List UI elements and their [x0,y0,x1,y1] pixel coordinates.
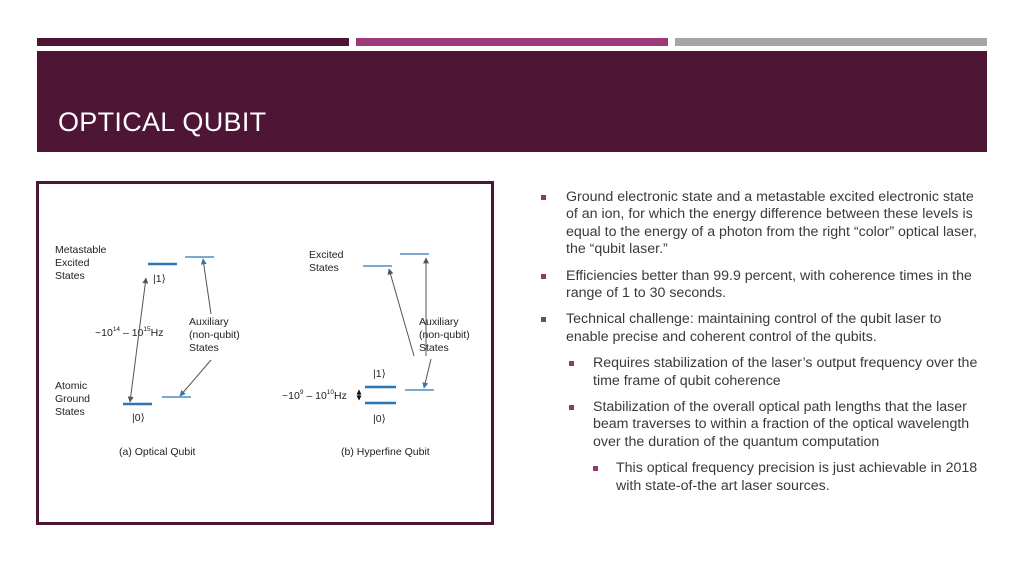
bullet-text: Technical challenge: maintaining control of the qubit laser to enable precise and coherent control of the qubits. [566,311,942,345]
sub-bullet-item [540,399,980,451]
bullet-item [540,311,980,346]
label-atomic-line2: Ground [55,393,91,405]
bullet-text: Stabilization of the overall optical path lengths that the laser beam traverses to within a fraction of the optical wavelength over the duration of the quantum computation [593,399,970,450]
label-atomic-line3: States [55,406,85,418]
bullet-text: This optical frequency precision is just achievable in 2018 with state-of-the art laser sources. [616,460,978,494]
optical-qubit-diagram [55,244,240,458]
sub-bullet-item [540,355,980,390]
top-accent-bar-gray [675,38,987,46]
top-accent-bar-magenta [356,38,668,46]
hyperfine-label-aux-line3: States [419,342,449,354]
bullet-marker-icon [541,274,546,279]
bullet-item [540,268,980,303]
label-metastable-line3: States [55,270,85,282]
optical-frequency-label: $\sim 10^{14} - 10^{15}Hz$ [95,326,164,339]
label-aux-line1: Auxiliary [189,316,229,328]
sub-sub-bullet-item [540,460,980,495]
slide-title: OPTICAL QUBIT [58,107,267,137]
excite-arrow-1 [389,269,414,356]
hyperfine-ket1-label: |1⟩ [373,368,386,380]
ket1-label: |1⟩ [153,273,166,285]
bullet-marker-icon [541,195,546,200]
aux-decay-arrow-up [203,259,211,314]
title-banner [37,51,987,152]
bullet-marker-icon [541,317,546,322]
label-aux-line3: States [189,342,219,354]
bullet-marker-icon [569,361,574,366]
hyperfine-label-aux-line2: (non-qubit) [419,329,470,341]
bullet-marker-icon [593,466,598,471]
hyperfine-caption: (b) Hyperfine Qubit [341,446,430,458]
hyperfine-label-aux-line1: Auxiliary [419,316,459,328]
bullet-text: Requires stabilization of the laser’s output frequency over the time frame of qubit coherence [593,355,978,389]
hyperfine-ket0-label: |0⟩ [373,413,386,425]
aux-decay-arrow-down [180,360,211,396]
label-aux-line2: (non-qubit) [189,329,240,341]
label-excited-line1: Excited [309,249,344,261]
bullet-text: Ground electronic state and a metastable excited electronic state of an ion, for which the energy difference between these levels is equal to the energy of a photon from the right “color” optical laser, the “qubit laser.” [566,189,977,258]
hyperfine-decay-arrow [424,359,431,388]
optical-transition-arrow [130,278,146,402]
label-atomic-line1: Atomic [55,380,88,392]
hyperfine-qubit-diagram [282,249,470,458]
bullet-item [540,189,980,259]
bullet-list [540,189,980,504]
qubit-diagram-figure [36,181,494,525]
bullet-text: Efficiencies better than 99.9 percent, with coherence times in the range of 1 to 30 seconds. [566,267,972,302]
label-metastable-line1: Metastable [55,244,107,256]
top-accent-bar-dark [37,38,349,46]
hyperfine-frequency-label: $\sim 10^9 - 10^{10}Hz$ [282,389,347,402]
label-metastable-line2: Excited [55,257,90,269]
ket0-label: |0⟩ [132,412,145,424]
bullet-marker-icon [569,405,574,410]
label-excited-line2: States [309,262,339,274]
optical-caption: (a) Optical Qubit [119,446,196,458]
